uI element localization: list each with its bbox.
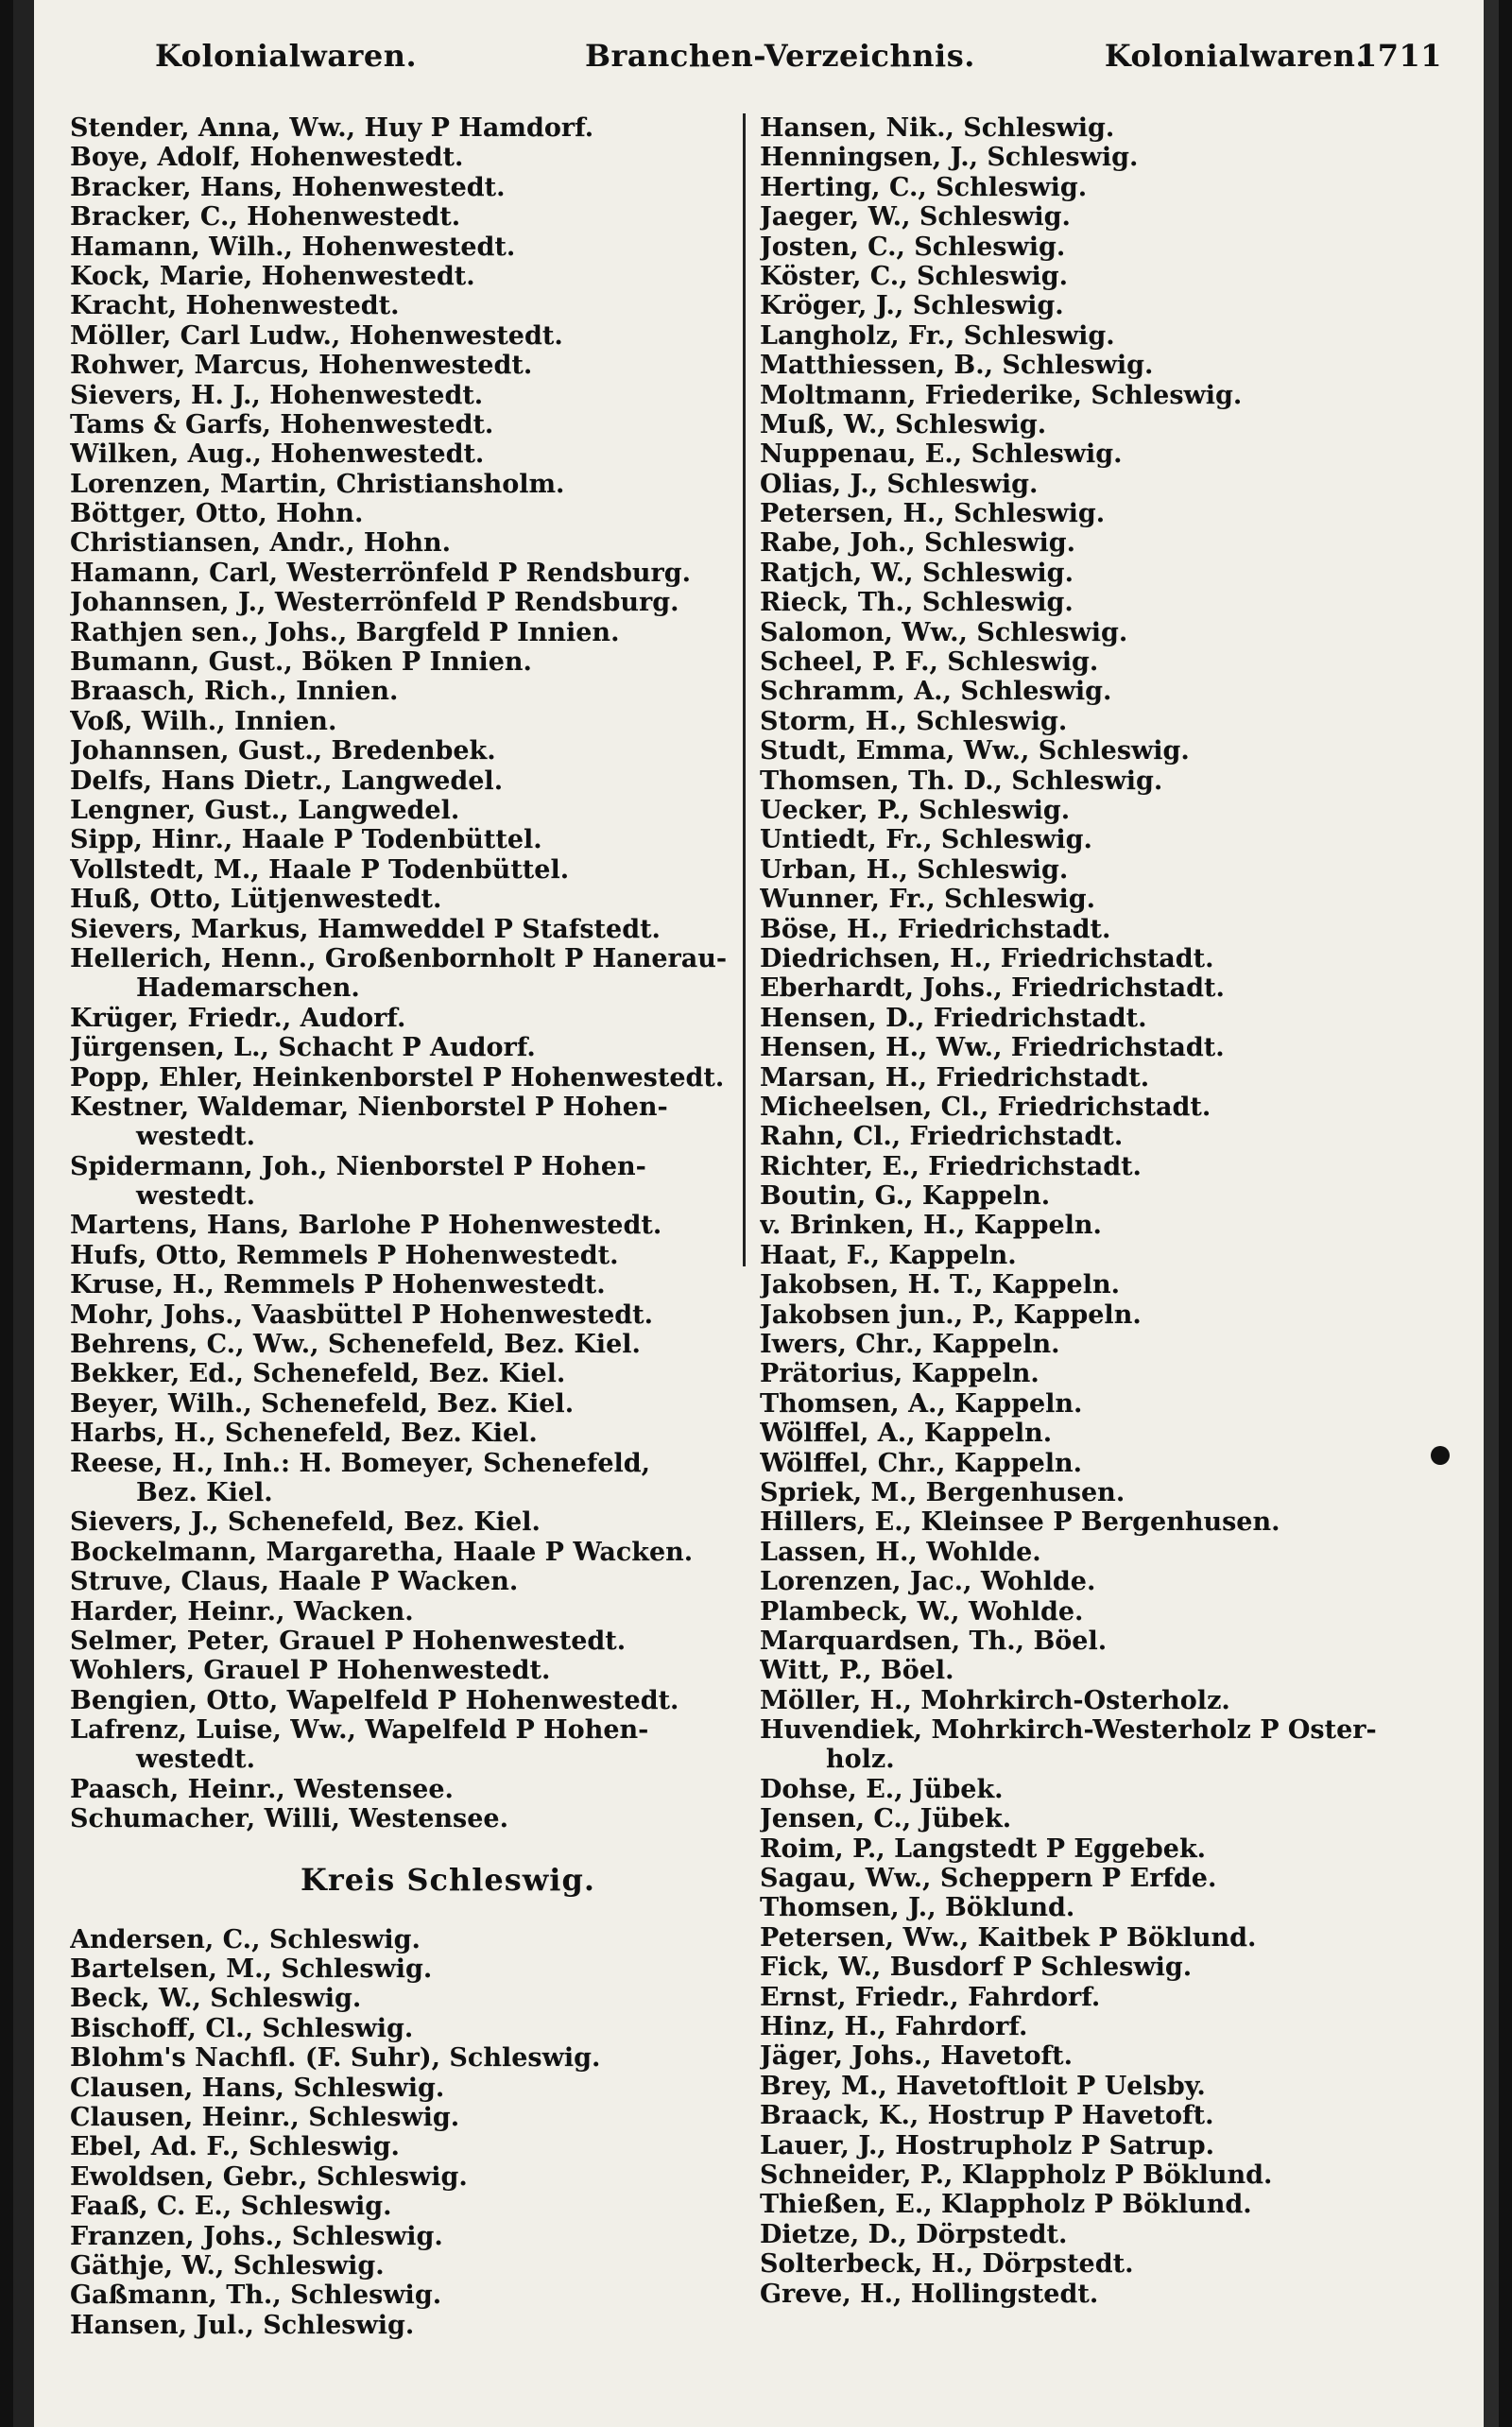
directory-entry: Salomon, Ww., Schleswig. [760,617,1128,647]
directory-entry: Roim, P., Langstedt P Eggebek. [760,1833,1207,1864]
directory-entry: Möller, H., Mohrkirch-Osterholz. [760,1685,1230,1715]
directory-entry: Haat, F., Kappeln. [760,1240,1017,1270]
directory-entry: Kracht, Hohenwestedt. [70,291,400,321]
directory-entry: Martens, Hans, Barlohe P Hohenwestedt. [70,1211,662,1241]
directory-entry: Sievers, Markus, Hamweddel P Stafstedt. [70,914,661,944]
column-rule [743,113,746,1266]
directory-entry: Lorenzen, Jac., Wohlde. [760,1567,1096,1597]
directory-entry: Herting, C., Schleswig. [760,172,1088,202]
directory-entry: Beyer, Wilh., Schenefeld, Bez. Kiel. [70,1388,575,1419]
directory-entry: Hansen, Nik., Schleswig. [760,113,1115,143]
directory-entry: Thießen, E., Klappholz P Böklund. [760,2190,1252,2220]
directory-entry: Gaßmann, Th., Schleswig. [70,2281,442,2311]
page-number: 1711 [1355,38,1442,74]
directory-entry: Wunner, Fr., Schleswig. [760,885,1095,915]
directory-entry: Hamann, Wilh., Hohenwestedt. [70,232,516,262]
directory-entry: Paasch, Heinr., Westensee. [70,1774,454,1804]
directory-entry: Möller, Carl Ludw., Hohenwestedt. [70,320,563,351]
directory-entry: Tams & Garfs, Hohenwestedt. [70,409,494,439]
directory-entry: Iwers, Chr., Kappeln. [760,1330,1060,1360]
header-left: Kolonialwaren. [155,38,418,74]
header-right: Kolonialwaren. [1104,38,1366,74]
directory-entry: Johannsen, Gust., Bredenbek. [70,736,496,766]
page-header [155,38,1442,95]
directory-entry: Brey, M., Havetoftloit P Uelsby. [760,2071,1206,2101]
directory-entry: Franzen, Johs., Schleswig. [70,2221,443,2251]
ink-dot [1431,1446,1450,1465]
right-column [760,113,1478,2309]
directory-entry: v. Brinken, H., Kappeln. [760,1211,1102,1241]
directory-entry: Delfs, Hans Dietr., Langwedel. [70,766,504,796]
directory-entry: Hensen, H., Ww., Friedrichstadt. [760,1033,1225,1063]
directory-entry: Ebel, Ad. F., Schleswig. [70,2132,400,2162]
directory-entry: Sagau, Ww., Scheppern P Erfde. [760,1864,1217,1894]
directory-entry: Hamann, Carl, Westerrönfeld P Rendsburg. [70,558,692,588]
directory-entry: Prätorius, Kappeln. [760,1359,1040,1389]
directory-entry: Greve, H., Hollingstedt. [760,2279,1099,2309]
directory-entry: Dietze, D., Dörpstedt. [760,2219,1068,2249]
directory-entry: westedt. [136,1181,256,1212]
directory-entry: Schramm, A., Schleswig. [760,677,1112,707]
directory-entry: Marsan, H., Friedrichstadt. [760,1062,1150,1093]
directory-entry: Beck, W., Schleswig. [70,1984,362,2014]
directory-entry: Kestner, Waldemar, Nienborstel P Hohen- [70,1092,668,1122]
directory-entry: Harder, Heinr., Wacken. [70,1596,414,1627]
directory-entry: Rathjen sen., Johs., Bargfeld P Innien. [70,617,620,647]
directory-entry: Henningsen, J., Schleswig. [760,143,1139,173]
directory-entry: Behrens, C., Ww., Schenefeld, Bez. Kiel. [70,1330,641,1360]
directory-entry: Hansen, Jul., Schleswig. [70,2310,415,2340]
directory-entry: Clausen, Heinr., Schleswig. [70,2103,460,2132]
directory-entry: Kröger, J., Schleswig. [760,291,1064,321]
directory-entry: Solterbeck, H., Dörpstedt. [760,2249,1134,2280]
directory-entry: Rohwer, Marcus, Hohenwestedt. [70,351,533,381]
directory-entry: Schumacher, Willi, Westensee. [70,1804,508,1834]
directory-entry: Ewoldsen, Gebr., Schleswig. [70,2161,468,2192]
directory-entry: holz. [826,1745,895,1775]
directory-entry: Wölffel, A., Kappeln. [760,1419,1053,1449]
directory-entry: Böse, H., Friedrichstadt. [760,914,1111,944]
directory-entry: Bekker, Ed., Schenefeld, Bez. Kiel. [70,1359,566,1389]
directory-entry: Lafrenz, Luise, Ww., Wapelfeld P Hohen- [70,1715,649,1746]
directory-entry: westedt. [136,1745,256,1775]
directory-entry: Christiansen, Andr., Hohn. [70,528,452,559]
left-column [70,113,731,2340]
directory-entry: Gäthje, W., Schleswig. [70,2250,385,2281]
page-edge-right [1484,0,1499,2427]
directory-entry: Thomsen, A., Kappeln. [760,1388,1083,1419]
directory-entry: Boye, Adolf, Hohenwestedt. [70,143,464,173]
directory-entry: Langholz, Fr., Schleswig. [760,320,1115,351]
directory-entry: Hillers, E., Kleinsee P Bergenhusen. [760,1507,1280,1538]
directory-entry: Harbs, H., Schenefeld, Bez. Kiel. [70,1419,538,1449]
directory-entry: Hufs, Otto, Remmels P Hohenwestedt. [70,1240,619,1270]
directory-entry: Voß, Wilh., Innien. [70,706,337,736]
section-heading: Kreis Schleswig. [301,1861,595,1898]
directory-entry: Matthiessen, B., Schleswig. [760,351,1154,381]
directory-entry: Micheelsen, Cl., Friedrichstadt. [760,1092,1211,1122]
directory-entry: Wölffel, Chr., Kappeln. [760,1448,1083,1478]
directory-entry: Selmer, Peter, Grauel P Hohenwestedt. [70,1626,627,1656]
directory-entry: westedt. [136,1122,256,1152]
directory-entry: Uecker, P., Schleswig. [760,795,1071,825]
directory-entry: Clausen, Hans, Schleswig. [70,2073,445,2103]
directory-entry: Olias, J., Schleswig. [760,469,1039,499]
directory-entry: Marquardsen, Th., Böel. [760,1626,1108,1656]
directory-entry: Hellerich, Henn., Großenbornholt P Hanerau- [70,943,728,973]
directory-entry: Rabe, Joh., Schleswig. [760,528,1076,559]
directory-entry: Diedrichsen, H., Friedrichstadt. [760,943,1214,973]
directory-entry: Vollstedt, M., Haale P Todenbüttel. [70,854,570,885]
directory-entry: Braasch, Rich., Innien. [70,677,399,707]
directory-entry: Bumann, Gust., Böken P Innien. [70,647,532,678]
directory-entry: Spidermann, Joh., Nienborstel P Hohen- [70,1151,646,1181]
directory-entry: Urban, H., Schleswig. [760,854,1069,885]
directory-entry: Johannsen, J., Westerrönfeld P Rendsburg. [70,588,679,618]
directory-entry: Ernst, Friedr., Fahrdorf. [760,1982,1101,2012]
directory-entry: Lauer, J., Hostrupholz P Satrup. [760,2130,1215,2160]
directory-entry: Fick, W., Busdorf P Schleswig. [760,1953,1193,1983]
directory-entry: Schneider, P., Klappholz P Böklund. [760,2160,1273,2190]
directory-entry: Faaß, C. E., Schleswig. [70,2192,392,2222]
directory-entry: Moltmann, Friederike, Schleswig. [760,380,1243,410]
directory-entry: Witt, P., Böel. [760,1656,954,1686]
directory-entry: Sipp, Hinr., Haale P Todenbüttel. [70,825,542,855]
directory-entry: Jaeger, W., Schleswig. [760,202,1071,232]
directory-entry: Bracker, C., Hohenwestedt. [70,202,461,232]
directory-entry: Jäger, Johs., Havetoft. [760,2041,1074,2072]
header-center: Branchen-Verzeichnis. [585,38,975,74]
directory-entry: Andersen, C., Schleswig. [70,1924,421,1954]
directory-entry: Rahn, Cl., Friedrichstadt. [760,1122,1124,1152]
directory-entry: Kock, Marie, Hohenwestedt. [70,261,475,291]
directory-entry: Sievers, H. J., Hohenwestedt. [70,380,484,410]
directory-entry: Kruse, H., Remmels P Hohenwestedt. [70,1270,606,1300]
directory-entry: Lassen, H., Wohlde. [760,1537,1041,1567]
directory-entry: Studt, Emma, Ww., Schleswig. [760,736,1190,766]
directory-entry: Untiedt, Fr., Schleswig. [760,825,1092,855]
directory-entry: Josten, C., Schleswig. [760,232,1066,262]
directory-page [13,0,1499,2427]
directory-entry: Rieck, Th., Schleswig. [760,588,1074,618]
directory-entry: Blohm's Nachfl. (F. Suhr), Schleswig. [70,2043,601,2074]
directory-entry: Eberhardt, Johs., Friedrichstadt. [760,973,1225,1004]
directory-entry: Reese, H., Inh.: H. Bomeyer, Schenefeld, [70,1448,651,1478]
directory-entry: Spriek, M., Bergenhusen. [760,1477,1125,1507]
directory-entry: Struve, Claus, Haale P Wacken. [70,1567,519,1597]
directory-entry: Jensen, C., Jübek. [760,1804,1012,1834]
directory-entry: Richter, E., Friedrichstadt. [760,1151,1142,1181]
directory-entry: Petersen, H., Schleswig. [760,499,1106,529]
directory-entry: Jürgensen, L., Schacht P Audorf. [70,1033,536,1063]
directory-entry: Thomsen, J., Böklund. [760,1893,1075,1923]
directory-entry: Lengner, Gust., Langwedel. [70,795,460,825]
directory-entry: Popp, Ehler, Heinkenborstel P Hohenwestedt. [70,1062,725,1093]
directory-entry: Bartelsen, M., Schleswig. [70,1954,433,1985]
page-edge-left [13,0,34,2427]
directory-entry: Böttger, Otto, Hohn. [70,499,364,529]
directory-entry: Nuppenau, E., Schleswig. [760,439,1123,470]
directory-entry: Storm, H., Schleswig. [760,706,1068,736]
directory-entry: Boutin, G., Kappeln. [760,1181,1051,1212]
directory-entry: Bockelmann, Margaretha, Haale P Wacken. [70,1537,694,1567]
directory-entry: Hinz, H., Fahrdorf. [760,2012,1028,2041]
directory-entry: Hensen, D., Friedrichstadt. [760,1003,1147,1033]
directory-entry: Wilken, Aug., Hohenwestedt. [70,439,485,470]
directory-entry: Braack, K., Hostrup P Havetoft. [760,2101,1214,2131]
directory-entry: Bez. Kiel. [136,1477,273,1507]
directory-entry: Krüger, Friedr., Audorf. [70,1003,406,1033]
directory-entry: Petersen, Ww., Kaitbek P Böklund. [760,1922,1257,1953]
directory-entry: Lorenzen, Martin, Christiansholm. [70,469,565,499]
directory-entry: Dohse, E., Jübek. [760,1774,1004,1804]
directory-entry: Bischoff, Cl., Schleswig. [70,2013,414,2043]
directory-entry: Stender, Anna, Ww., Huy P Hamdorf. [70,113,594,143]
directory-entry: Huß, Otto, Lütjenwestedt. [70,885,442,915]
directory-entry: Thomsen, Th. D., Schleswig. [760,766,1163,796]
directory-entry: Scheel, P. F., Schleswig. [760,647,1099,678]
directory-entry: Bengien, Otto, Wapelfeld P Hohenwestedt. [70,1685,679,1715]
directory-entry: Sievers, J., Schenefeld, Bez. Kiel. [70,1507,541,1538]
directory-entry: Bracker, Hans, Hohenwestedt. [70,172,506,202]
directory-entry: Muß, W., Schleswig. [760,409,1047,439]
directory-entry: Mohr, Johs., Vaasbüttel P Hohenwestedt. [70,1300,654,1330]
directory-entry: Jakobsen, H. T., Kappeln. [760,1270,1120,1300]
directory-entry: Jakobsen jun., P., Kappeln. [760,1300,1142,1330]
directory-entry: Wohlers, Grauel P Hohenwestedt. [70,1656,551,1686]
directory-entry: Plambeck, W., Wohlde. [760,1596,1084,1627]
directory-entry: Ratjch, W., Schleswig. [760,558,1074,588]
directory-entry: Huvendiek, Mohrkirch-Westerholz P Oster- [760,1715,1377,1746]
directory-entry: Hademarschen. [136,973,360,1004]
directory-entry: Köster, C., Schleswig. [760,261,1068,291]
